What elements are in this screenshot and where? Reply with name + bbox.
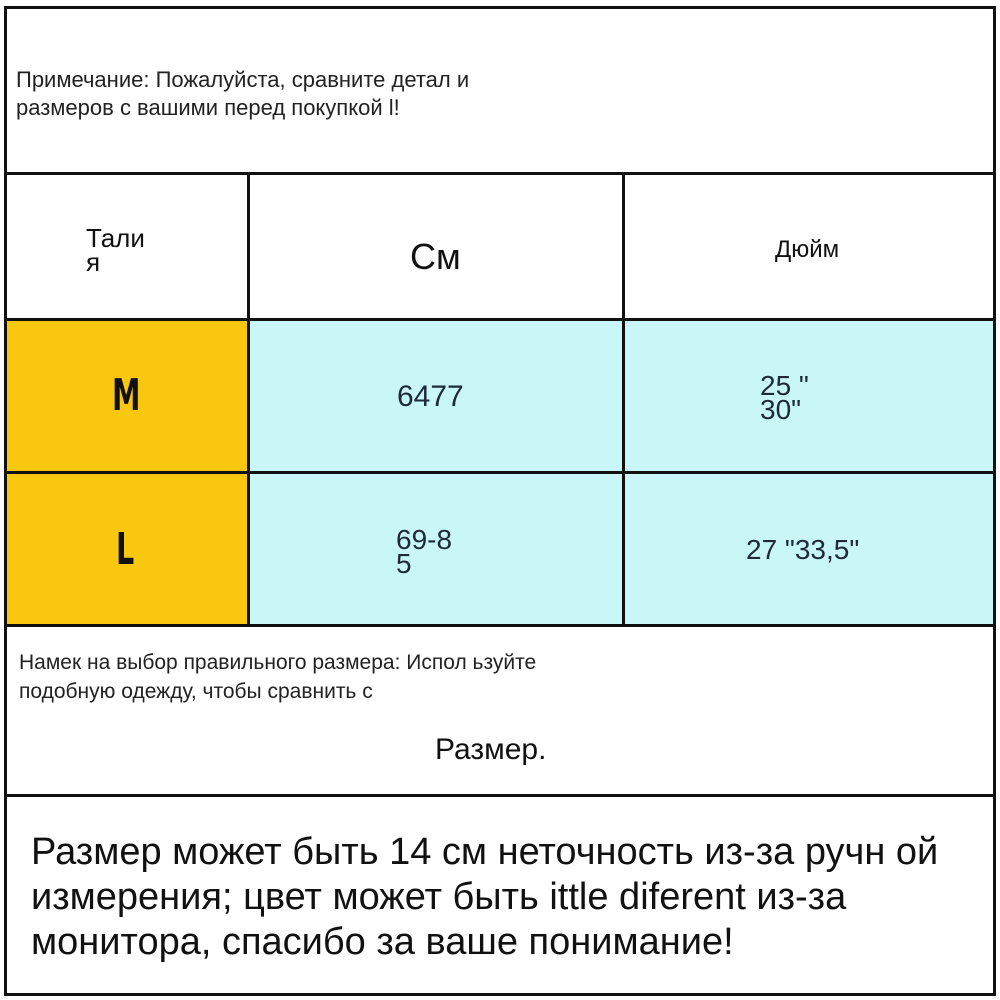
divider bbox=[4, 172, 996, 175]
header-waist: Талия bbox=[86, 223, 145, 277]
cm-value-l: 69-85 bbox=[396, 524, 453, 579]
size-label-m: M bbox=[112, 370, 141, 421]
divider bbox=[247, 172, 250, 627]
purchase-note: Примечание: Пожалуйста, сравните детал и размеров с вашими перед покупкой l! bbox=[16, 67, 470, 120]
size-hint: Намек на выбор правильного размера: Испол ьзуйте подобную одежду, чтобы сравнить с bbox=[19, 651, 537, 703]
cm-value-m: 6477 bbox=[397, 380, 464, 413]
divider bbox=[4, 624, 996, 627]
header-cm: См bbox=[410, 236, 461, 277]
divider bbox=[622, 172, 625, 627]
inch-value-l: 27 "33,5" bbox=[746, 534, 860, 565]
header-inch: Дюйм bbox=[775, 236, 840, 263]
divider bbox=[4, 794, 996, 797]
size-hint-word: Размер. bbox=[435, 733, 547, 766]
size-label-l: L bbox=[116, 524, 135, 575]
measurement-disclaimer: Размер может быть 14 см неточность из-за ручн ой измерения; цвет может быть ittle diferent из-за монитора, спасибо за ваше понимание! bbox=[31, 831, 939, 963]
inch-value-m: 25 " 30" bbox=[760, 370, 809, 425]
